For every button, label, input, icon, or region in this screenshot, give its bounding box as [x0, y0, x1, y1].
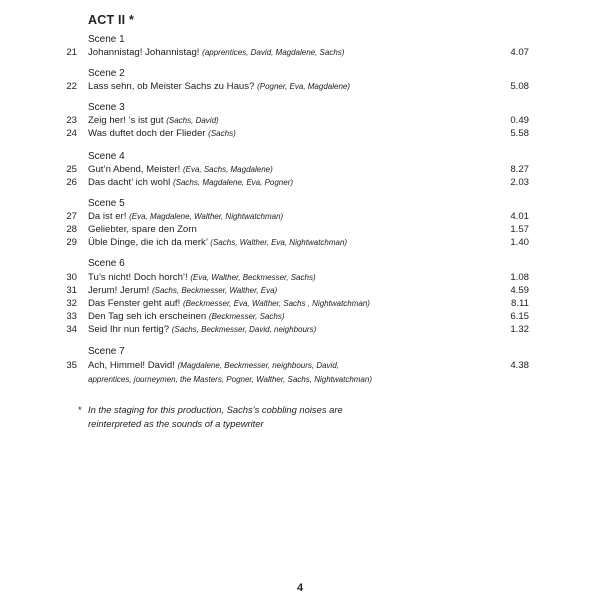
page-number: 4 [296, 582, 304, 594]
track-row [0, 46, 600, 60]
track-title: Gut’n Abend, Meister! [88, 164, 181, 175]
track-duration: 4.38 [510, 360, 529, 371]
track-duration: 4.01 [510, 211, 529, 222]
scene-heading: Scene 5 [88, 198, 125, 209]
track-duration: 1.08 [510, 272, 529, 283]
track-title: Johannistag! Johannistag! [88, 47, 200, 58]
track-roles-continued: apprentices, journeymen, the Masters, Pogner, Walther, Sachs, Nightwatchman) [88, 375, 372, 384]
track-title: Seid Ihr nun fertig? [88, 324, 170, 335]
track-title-line [88, 210, 283, 224]
track-row [0, 297, 600, 311]
track-title: Was duftet doch der Flieder [88, 128, 206, 139]
track-row [0, 359, 600, 384]
track-number: 25 [66, 164, 77, 175]
track-title-line [88, 284, 277, 298]
scene-heading: Scene 7 [88, 346, 125, 357]
track-number: 34 [66, 324, 77, 335]
track-duration: 2.03 [510, 177, 529, 188]
track-title-line [88, 359, 339, 373]
track-duration: 0.49 [510, 115, 529, 126]
track-title: Da ist er! [88, 211, 127, 222]
track-row [0, 310, 600, 324]
track-title: Lass sehn, ob Meister Sachs zu Haus? [88, 81, 255, 92]
track-roles: (Sachs, Beckmesser, Walther, Eva) [151, 286, 278, 295]
track-duration: 4.59 [510, 285, 529, 296]
track-title-line [88, 163, 273, 177]
track-number: 30 [66, 272, 77, 283]
track-title: Den Tag seh ich erscheinen [88, 311, 207, 322]
track-number: 21 [66, 47, 77, 58]
track-duration: 6.15 [510, 311, 529, 322]
track-row [0, 271, 600, 285]
track-number: 22 [66, 81, 77, 92]
track-title-line [88, 310, 284, 324]
footnote [78, 403, 458, 431]
track-duration: 8.11 [511, 298, 529, 309]
track-duration: 1.57 [510, 224, 529, 235]
footnote-text-1: In the staging for this production, Sachs’s cobbling noises are [88, 404, 343, 415]
track-roles: (apprentices, David, Magdalene, Sachs) [202, 48, 345, 57]
track-number: 24 [66, 128, 77, 139]
scene-heading: Scene 3 [88, 102, 125, 113]
track-title-line [88, 223, 197, 237]
track-roles: (Magdalene, Beckmesser, neighbours, David, [177, 361, 339, 370]
track-title-line [88, 46, 344, 60]
track-roles: (Beckmesser, Eva, Walther, Sachs , Nightwatchman) [182, 299, 370, 308]
track-duration: 8.27 [510, 164, 529, 175]
track-row [0, 284, 600, 298]
track-title: Ach, Himmel! David! [88, 360, 175, 371]
track-title: Zeig her! ’s ist gut [88, 115, 164, 126]
footnote-mark: * [78, 404, 82, 415]
track-roles: (Eva, Magdalene, Walther, Nightwatchman) [129, 212, 284, 221]
scene-heading: Scene 1 [88, 34, 125, 45]
act-title: ACT II * [88, 13, 135, 27]
track-roles: (Sachs, Walther, Eva, Nightwatchman) [210, 238, 348, 247]
track-row [0, 127, 600, 141]
scene-heading: Scene 6 [88, 258, 125, 269]
scene-heading: Scene 4 [88, 151, 125, 162]
track-row [0, 80, 600, 94]
track-duration: 4.07 [510, 47, 529, 58]
track-row [0, 163, 600, 177]
track-title-line [88, 236, 347, 250]
track-row [0, 323, 600, 337]
track-title: Tu’s nicht! Doch horch’! [88, 272, 188, 283]
track-title: Üble Dinge, die ich da merk’ [88, 237, 208, 248]
track-row [0, 114, 600, 128]
footnote-line [78, 403, 458, 417]
track-number: 33 [66, 311, 77, 322]
track-title-line [88, 323, 316, 337]
track-roles: (Beckmesser, Sachs) [208, 312, 285, 321]
track-roles: (Sachs, David) [166, 116, 219, 125]
track-duration: 1.32 [510, 324, 529, 335]
track-title: Jerum! Jerum! [88, 285, 150, 296]
track-duration: 5.08 [510, 81, 529, 92]
track-title-line [88, 80, 350, 94]
track-row [0, 236, 600, 250]
track-number: 32 [66, 298, 77, 309]
track-duration: 5.58 [510, 128, 529, 139]
track-number: 31 [66, 285, 77, 296]
track-number: 29 [66, 237, 77, 248]
track-roles: (Eva, Walther, Beckmesser, Sachs) [190, 273, 316, 282]
track-title-line [88, 271, 316, 285]
track-title: Das dacht’ ich wohl [88, 177, 171, 188]
track-number: 23 [66, 115, 77, 126]
track-title-line [88, 176, 293, 190]
track-roles: (Pogner, Eva, Magdalene) [257, 82, 351, 91]
track-title: Geliebter, spare den Zorn [88, 224, 197, 235]
track-number: 35 [66, 360, 77, 371]
track-roles: (Sachs) [208, 129, 236, 138]
footnote-text-2: reinterpreted as the sounds of a typewriter [88, 418, 264, 429]
track-roles: (Sachs, Magdalene, Eva, Pogner) [172, 178, 294, 187]
track-row [0, 210, 600, 224]
track-roles: (Eva, Sachs, Magdalene) [182, 165, 273, 174]
track-number: 27 [66, 211, 77, 222]
track-number: 26 [66, 177, 77, 188]
track-number: 28 [66, 224, 77, 235]
track-title-line [88, 114, 219, 128]
track-roles: (Sachs, Beckmesser, David, neighbours) [171, 325, 317, 334]
scene-heading: Scene 2 [88, 68, 125, 79]
track-title-line [88, 297, 370, 311]
track-title-line [88, 127, 236, 141]
track-title: Das Fenster geht auf! [88, 298, 181, 309]
track-duration: 1.40 [510, 237, 529, 248]
track-row [0, 176, 600, 190]
track-row [0, 223, 600, 237]
